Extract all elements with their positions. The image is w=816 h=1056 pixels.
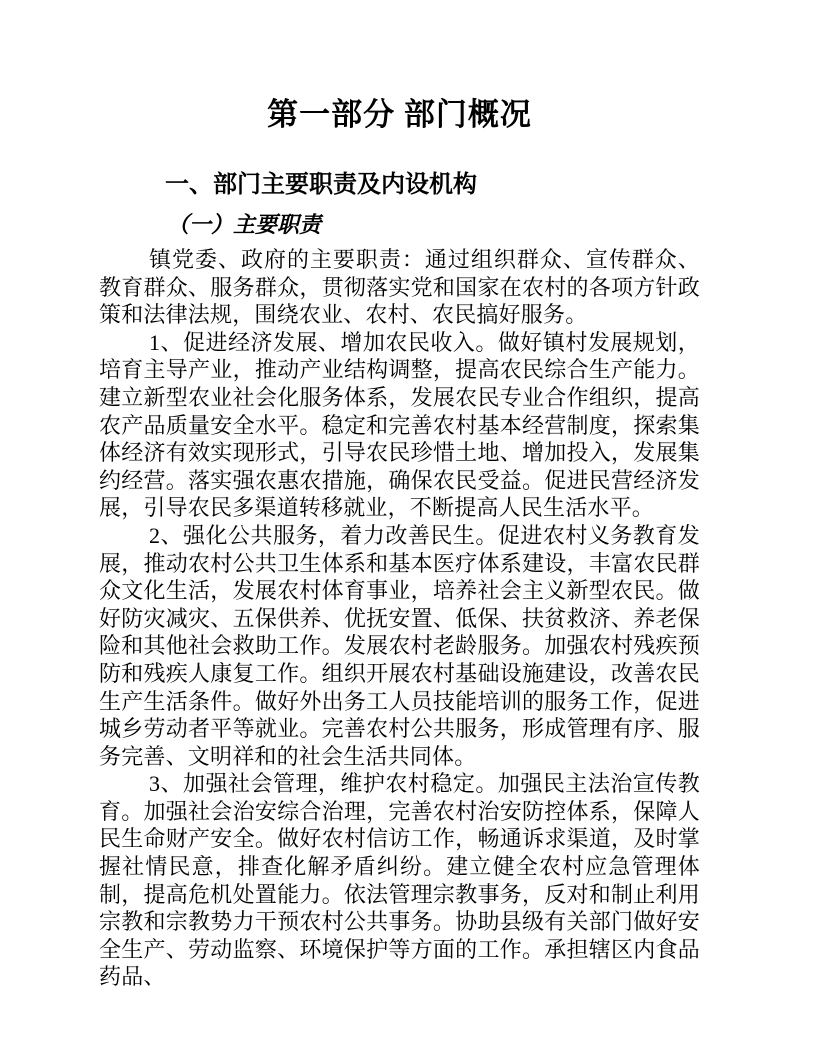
document-title: 第一部分 部门概况 <box>267 97 532 132</box>
subsection-heading: （一）主要职责 <box>167 212 322 237</box>
body-paragraph: 镇党委、政府的主要职责：通过组织群众、宣传群众、教育群众、服务群众，贯彻落实党和国家在农村的各项方针政策和法律法规，围绕农业、农村、农民搞好服务。 <box>99 247 700 328</box>
section-heading: 一、部门主要职责及内设机构 <box>165 171 477 198</box>
body-text <box>99 246 700 991</box>
document-body <box>99 95 700 991</box>
body-paragraph: 3、加强社会管理，维护农村稳定。加强民主法治宣传教育。加强社会治安综合治理，完善农村治安防控体系，保障人民生命财产安全。做好农村信访工作，畅通诉求渠道，及时掌握社情民意，排查化解矛盾纠纷。建立健全农村应急管理体制，提高危机处置能力。依法管理宗教事务，反对和制止利用宗教和宗教势力干预农村公共事务。协助县级有关部门做好安全生产、劳动监察、环境保护等方面的工作。承担辖区内食品药品、 <box>99 771 700 990</box>
body-paragraph: 2、强化公共服务，着力改善民生。促进农村义务教育发展，推动农村公共卫生体系和基本医疗体系建设，丰富农民群众文化生活，发展农村体育事业，培养社会主义新型农民。做好防灾减灾、五保供养、优抚安置、低保、扶贫救济、养老保险和其他社会救助工作。发展农村老龄服务。加强农村残疾预防和残疾人康复工作。组织开展农村基础设施建设，改善农民生产生活条件。做好外出务工人员技能培训的服务工作，促进城乡劳动者平等就业。完善农村公共服务，形成管理有序、服务完善、文明祥和的社会生活共同体。 <box>99 522 700 769</box>
body-paragraph: 1、促进经济发展、增加农民收入。做好镇村发展规划，培育主导产业，推动产业结构调整，提高农民综合生产能力。建立新型农业社会化服务体系，发展农民专业合作组织，提高农产品质量安全水平。稳定和完善农村基本经营制度，探索集体经济有效实现形式，引导农民珍惜土地、增加投入，发展集约经营。落实强农惠农措施，确保农民受益。促进民营经济发展，引导农民多渠道转移就业，不断提高人民生活水平。 <box>99 329 700 521</box>
